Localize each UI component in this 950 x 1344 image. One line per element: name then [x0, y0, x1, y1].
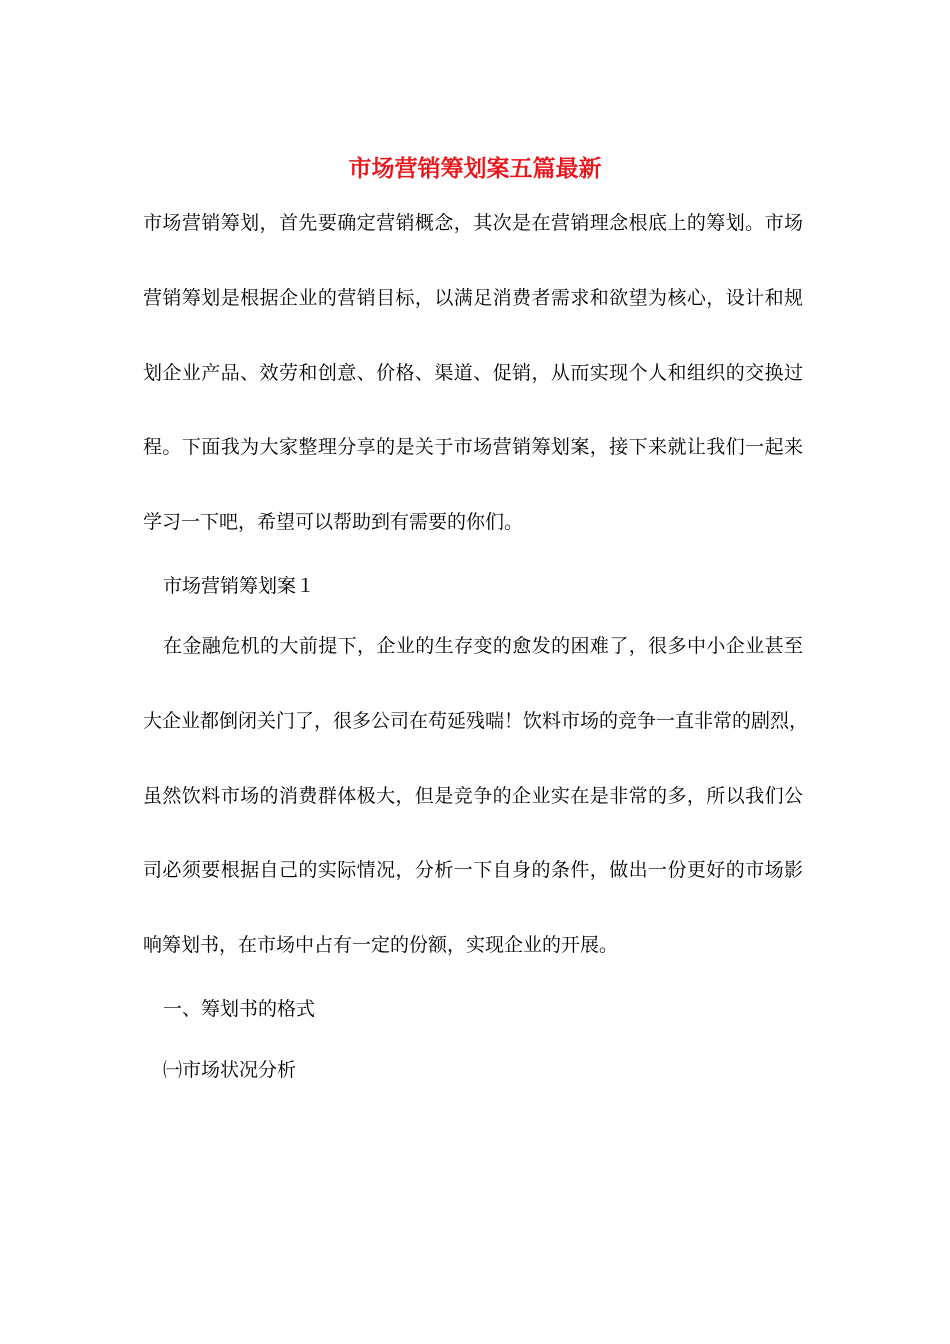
body-line-2: 大企业都倒闭关门了，很多公司在苟延残喘！饮料市场的竞争一直非常的剧烈， — [143, 710, 809, 732]
body-line-5: 响筹划书，在市场中占有一定的份额，实现企业的开展。 — [143, 934, 619, 956]
document-title: 市场营销筹划案五篇最新 — [348, 156, 602, 182]
intro-line-3: 划企业产品、效劳和创意、价格、渠道、促销，从而实现个人和组织的交换过 — [143, 362, 803, 384]
intro-line-4: 程。下面我为大家整理分享的是关于市场营销筹划案，接下来就让我们一起来 — [143, 436, 803, 458]
intro-line-1: 市场营销筹划，首先要确定营销概念，其次是在营销理念根底上的筹划。市场 — [143, 212, 803, 234]
body-line-3: 虽然饮料市场的消费群体极大，但是竞争的企业实在是非常的多，所以我们公 — [143, 785, 803, 807]
section-heading: 市场营销筹划案１ — [163, 575, 316, 597]
body-line-4: 司必须要根据自己的实际情况，分析一下自身的条件，做出一份更好的市场影 — [143, 859, 803, 881]
outline-heading: 一、筹划书的格式 — [163, 998, 316, 1020]
body-line-1: 在金融危机的大前提下，企业的生存变的愈发的困难了，很多中小企业甚至 — [163, 635, 803, 657]
intro-line-2: 营销筹划是根据企业的营销目标，以满足消费者需求和欲望为核心，设计和规 — [143, 287, 803, 309]
outline-subheading: ㈠市场状况分析 — [163, 1059, 297, 1081]
intro-line-5: 学习一下吧，希望可以帮助到有需要的你们。 — [143, 511, 524, 533]
